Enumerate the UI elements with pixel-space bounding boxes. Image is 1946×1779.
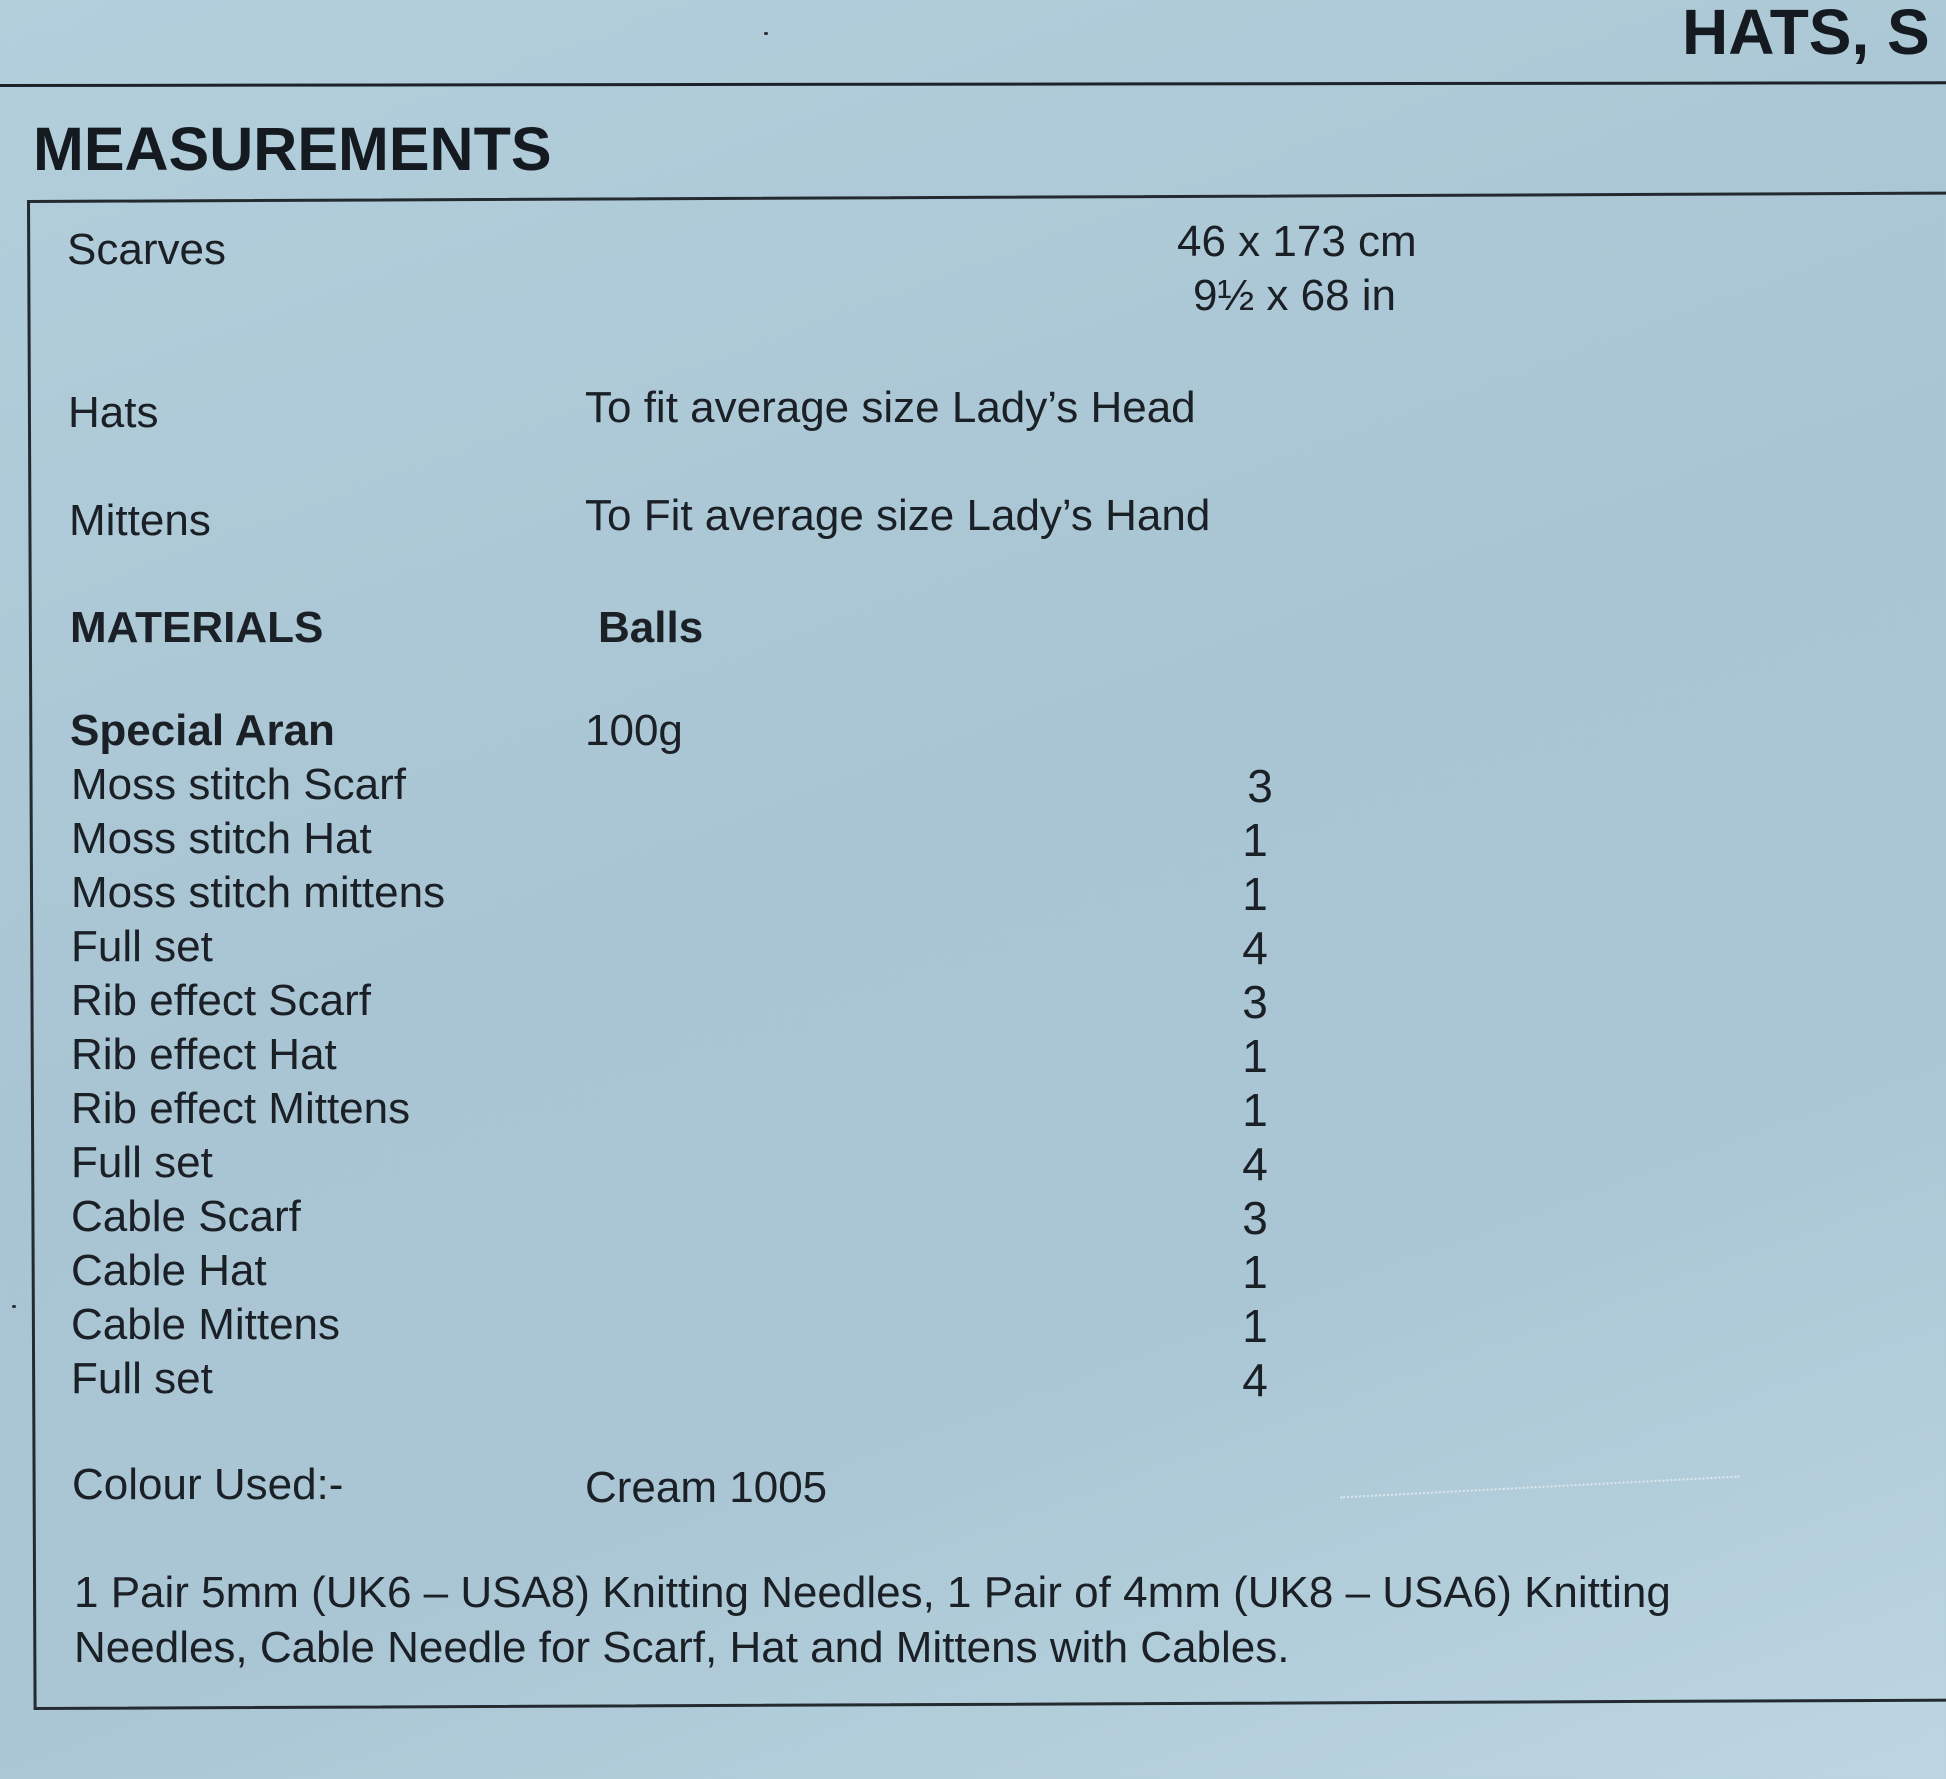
ball-count: 1: [1242, 1084, 1268, 1136]
header-divider: [0, 81, 1946, 87]
page-header-title: HATS, S: [1682, 0, 1930, 68]
ball-count: 3: [1242, 976, 1268, 1028]
ball-count: 1: [1242, 1300, 1268, 1352]
needles-note: 1 Pair 5mm (UK6 – USA8) Knitting Needles, 1 Pair of 4mm (UK8 – USA6) Knitting Needles, Cable Needle for Scarf, Hat and Mittens with Cables.: [74, 1568, 1671, 1672]
ball-count: 4: [1242, 1138, 1268, 1190]
list-item: Rib effect Hat: [71, 1030, 337, 1079]
list-item: Moss stitch Scarf: [71, 760, 406, 809]
ball-count: 4: [1242, 1354, 1268, 1406]
scarves-imperial-size: 9½ x 68 in: [1193, 271, 1397, 320]
materials-heading: MATERIALS: [70, 603, 324, 652]
balls-column-header: Balls: [598, 603, 704, 652]
list-item: Cable Scarf: [71, 1192, 301, 1241]
hats-size: To fit average size Lady’s Head: [585, 383, 1196, 432]
yarn-name: Special Aran: [70, 706, 335, 755]
ball-count: 4: [1242, 922, 1268, 974]
mittens-label: Mittens: [69, 496, 211, 545]
scarves-metric-size: 46 x 173 cm: [1177, 217, 1417, 266]
yarn-weight: 100g: [585, 706, 683, 755]
colour-value: Cream 1005: [585, 1463, 828, 1512]
hats-label: Hats: [68, 388, 159, 437]
ball-count: 1: [1242, 1246, 1268, 1298]
ball-count: 3: [1247, 760, 1273, 812]
colour-label: Colour Used:-: [72, 1460, 344, 1509]
mittens-size: To Fit average size Lady’s Hand: [585, 491, 1211, 540]
ball-count: 1: [1242, 814, 1268, 866]
list-item: Rib effect Mittens: [71, 1084, 411, 1133]
list-item: Moss stitch mittens: [71, 868, 446, 917]
paper-speck: [12, 1305, 16, 1308]
list-item: Full set: [71, 1138, 213, 1187]
ball-count: 1: [1242, 1030, 1268, 1082]
list-item: Rib effect Scarf: [71, 976, 371, 1025]
ball-count: 1: [1242, 868, 1268, 920]
list-item: Cable Hat: [71, 1246, 267, 1295]
list-item: Moss stitch Hat: [71, 814, 372, 863]
paper-speck: [764, 32, 768, 35]
list-item: Full set: [71, 922, 213, 971]
scarves-label: Scarves: [67, 225, 226, 274]
list-item: Full set: [71, 1354, 213, 1403]
measurements-heading: MEASUREMENTS: [33, 115, 552, 183]
ball-count: 3: [1242, 1192, 1268, 1244]
list-item: Cable Mittens: [71, 1300, 341, 1349]
